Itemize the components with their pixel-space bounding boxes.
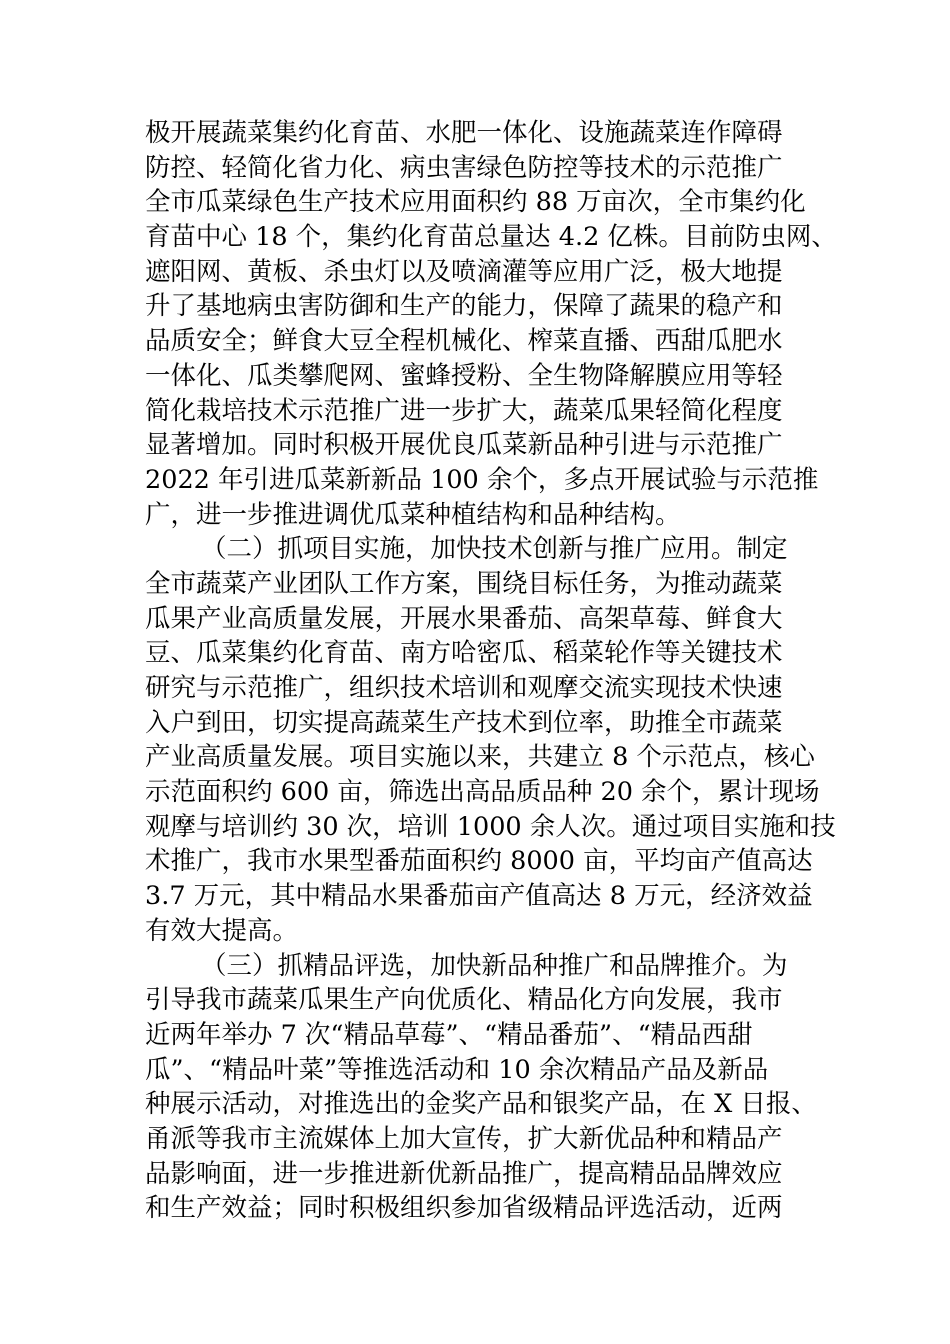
text-line: 全市瓜菜绿色生产技术应用面积约 88 万亩次，全市集约化 [145, 187, 806, 218]
text-line: 育苗中心 18 个，集约化育苗总量达 4.2 亿株。目前防虫网、 [145, 222, 837, 253]
text-line: 示范面积约 600 亩，筛选出高品质品种 20 余个，累计现场 [145, 777, 820, 808]
text-line: 简化栽培技术示范推广进一步扩大，蔬菜瓜果轻简化程度 [145, 395, 783, 426]
text-line: 遮阳网、黄板、杀虫灯以及喷滴灌等应用广泛，极大地提 [145, 256, 783, 287]
text-line: 防控、轻简化省力化、病虫害绿色防控等技术的示范推广 [145, 152, 783, 183]
text-line: 品影响面，进一步推进新优新品推广，提高精品品牌效应 [145, 1158, 783, 1189]
text-line: 显著增加。同时积极开展优良瓜菜新品种引进与示范推广 [145, 430, 783, 461]
text-line: 近两年举办 7 次“精品草莓”、“精品番茄”、“精品西甜 [145, 1019, 753, 1050]
text-line: 甬派等我市主流媒体上加大宣传，扩大新优品种和精品产 [145, 1123, 783, 1154]
section-heading-line: （二）抓项目实施，加快技术创新与推广应用。制定 [201, 534, 788, 565]
text-line: 一体化、瓜类攀爬网、蜜蜂授粉、全生物降解膜应用等轻 [145, 360, 783, 391]
text-line: 有效大提高。 [145, 915, 299, 946]
text-line: 种展示活动，对推选出的金奖产品和银奖产品，在 X 日报、 [145, 1089, 817, 1120]
document-body [145, 116, 837, 1226]
text-line: 产业高质量发展。项目实施以来，共建立 8 个示范点，核心 [145, 742, 815, 773]
text-line: 2022 年引进瓜菜新新品 100 余个，多点开展试验与示范推 [145, 464, 819, 495]
text-line: 和生产效益；同时积极组织参加省级精品评选活动，近两 [145, 1193, 783, 1224]
text-line: 品质安全；鲜食大豆全程机械化、榨菜直播、西甜瓜肥水 [145, 326, 783, 357]
text-line: 全市蔬菜产业团队工作方案，围绕目标任务，为推动蔬菜 [145, 568, 783, 599]
text-line: 升了基地病虫害防御和生产的能力，保障了蔬果的稳产和 [145, 291, 783, 322]
text-line: 研究与示范推广，组织技术培训和观摩交流实现技术快速 [145, 673, 783, 703]
text-line: 极开展蔬菜集约化育苗、水肥一体化、设施蔬菜连作障碍 [145, 118, 783, 148]
text-line: 豆、瓜菜集约化育苗、南方哈密瓜、稻菜轮作等关键技术 [145, 638, 783, 669]
text-line: 广，进一步推进调优瓜菜种植结构和品种结构。 [145, 499, 681, 530]
section-heading-line: （三）抓精品评选，加快新品种推广和品牌推介。为 [201, 950, 788, 981]
text-line: 观摩与培训约 30 次，培训 1000 余人次。通过项目实施和技 [145, 811, 836, 842]
text-line: 瓜果产业高质量发展，开展水果番茄、高架草莓、鲜食大 [145, 603, 783, 634]
text-line: 引导我市蔬菜瓜果生产向优质化、精品化方向发展，我市 [145, 985, 783, 1016]
text-line: 术推广，我市水果型番茄面积约 8000 亩，平均亩产值高达 [145, 846, 813, 877]
text-line: 瓜”、“精品叶菜”等推选活动和 10 余次精品产品及新品 [145, 1054, 769, 1085]
text-line: 入户到田，切实提高蔬菜生产技术到位率，助推全市蔬菜 [145, 707, 783, 738]
text-line: 3.7 万元，其中精品水果番茄亩产值高达 8 万元，经济效益 [145, 881, 813, 912]
